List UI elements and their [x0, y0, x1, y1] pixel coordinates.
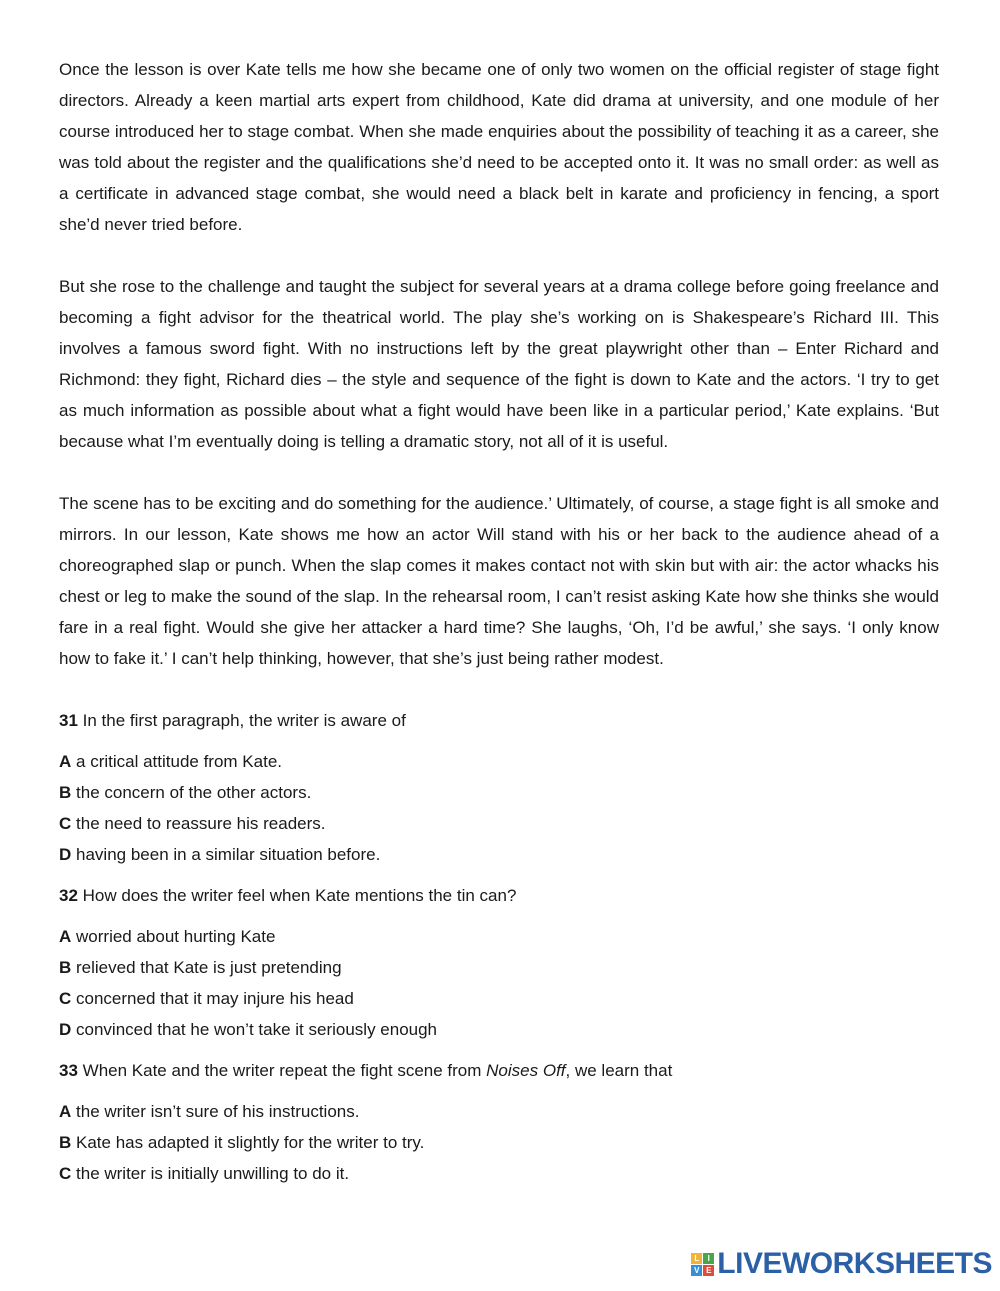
question-number: 31 — [59, 711, 78, 730]
worksheet-page — [59, 54, 939, 1199]
answer-option-b[interactable]: B Kate has adapted it slightly for the writer to try. — [59, 1133, 425, 1152]
question-stem — [59, 880, 939, 911]
answer-option-a[interactable]: A worried about hurting Kate — [59, 927, 276, 946]
logo-wordmark: LIVEWORKSHEETS — [717, 1247, 992, 1280]
answer-option-b[interactable]: B relieved that Kate is just pretending — [59, 958, 342, 977]
answer-option-b[interactable]: B the concern of the other actors. — [59, 783, 312, 802]
answer-options — [59, 921, 939, 1045]
answer-option-c[interactable]: C the writer is initially unwilling to do it. — [59, 1164, 350, 1183]
question-32 — [59, 880, 939, 1045]
question-text: In the first paragraph, the writer is aware of — [82, 711, 406, 730]
play-title: Noises Off — [486, 1061, 566, 1080]
question-text: When Kate and the writer repeat the fight scene from Noises Off, we learn that — [82, 1061, 673, 1080]
answer-option-c[interactable]: C concerned that it may injure his head — [59, 989, 354, 1008]
answer-option-c[interactable]: C the need to reassure his readers. — [59, 814, 326, 833]
answer-option-a[interactable]: A a critical attitude from Kate. — [59, 752, 282, 771]
question-33 — [59, 1055, 939, 1189]
question-number: 33 — [59, 1061, 78, 1080]
passage-paragraph-2: But she rose to the challenge and taught the subject for several years at a drama college before going freelance and becoming a fight advisor for the theatrical world. The play she’s working on is Shakespeare’s Richard III. This involves a famous sword fight. With no instructions left by the great playwright other than – Enter Richard and Richmond: they fight, Richard dies – the style and sequence of the fight is down to Kate and the actors. ‘I try to get as much information as possible about what a fight would have been like in a particular period,’ Kate explains. ‘But because what I’m eventually doing is telling a dramatic story, not all of it is useful. — [59, 277, 939, 451]
question-stem — [59, 705, 939, 736]
question-stem — [59, 1055, 939, 1086]
answer-option-a[interactable]: A the writer isn’t sure of his instructions. — [59, 1102, 360, 1121]
answer-options — [59, 1096, 939, 1189]
liveworksheets-logo-icon: L I V E — [691, 1253, 714, 1276]
answer-option-d[interactable]: D having been in a similar situation before. — [59, 845, 381, 864]
answer-option-d[interactable]: D convinced that he won’t take it seriously enough — [59, 1020, 438, 1039]
answer-options — [59, 746, 939, 870]
question-number: 32 — [59, 886, 78, 905]
passage-paragraph-1: Once the lesson is over Kate tells me how she became one of only two women on the official register of stage fight directors. Already a keen martial arts expert from childhood, Kate did drama at university, and one module of her course introduced her to stage combat. When she made enquiries about the possibility of teaching it as a career, she was told about the register and the qualifications she’d need to be accepted onto it. It was no small order: as well as a certificate in advanced stage combat, she would need a black belt in karate and proficiency in fencing, a sport she’d never tried before. — [59, 60, 939, 234]
liveworksheets-logo[interactable] — [691, 1247, 992, 1281]
question-text: How does the writer feel when Kate mentions the tin can? — [82, 886, 517, 905]
question-31 — [59, 705, 939, 870]
passage-paragraph-3: The scene has to be exciting and do something for the audience.’ Ultimately, of course, a stage fight is all smoke and mirrors. In our lesson, Kate shows me how an actor Will stand with his or her back to the audience ahead of a choreographed slap or punch. When the slap comes it makes contact not with skin but with air: the actor whacks his chest or leg to make the sound of the slap. In the rehearsal room, I can’t resist asking Kate how she thinks she would fare in a real fight. Would she give her attacker a hard time? She laughs, ‘Oh, I’d be awful,’ she says. ‘I only know how to fake it.’ I can’t help thinking, however, that she’s just being rather modest. — [59, 494, 939, 668]
